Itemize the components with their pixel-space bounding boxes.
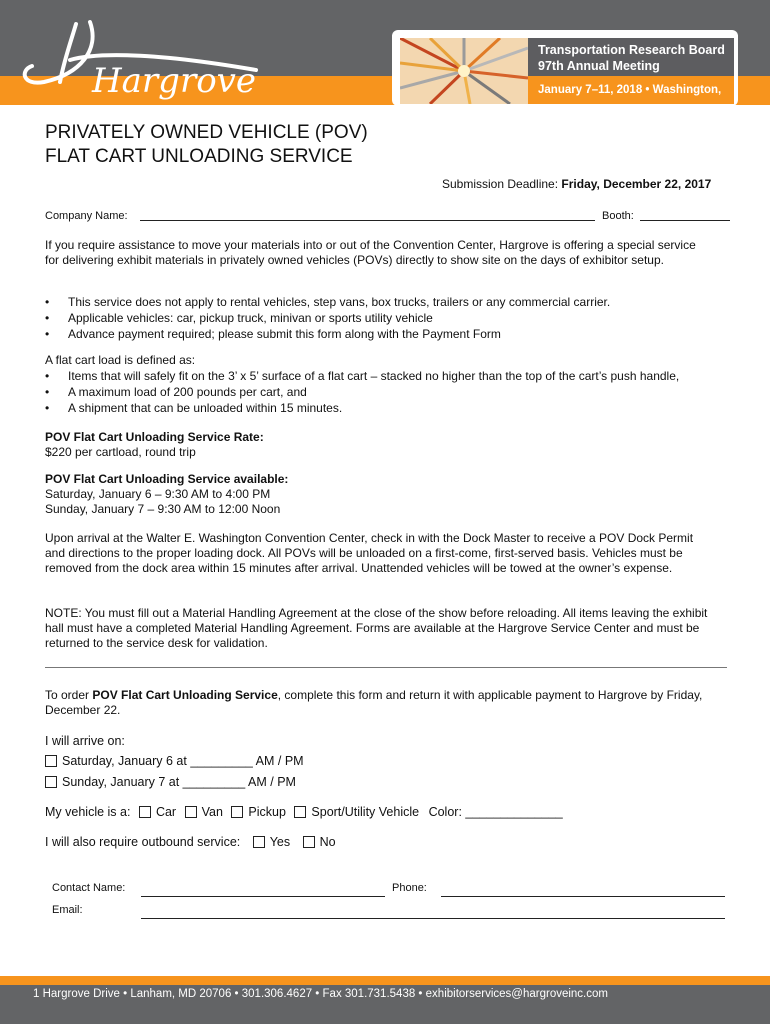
footer-contact-info: 1 Hargrove Drive • Lanham, MD 20706 • 301.306.4627 • Fax 301.731.5438 • exhibitorservices@hargroveinc.com: [33, 988, 608, 1000]
contact-name-label: Contact Name:: [52, 882, 126, 894]
company-name-field[interactable]: [140, 220, 595, 221]
deadline-value: Friday, December 22, 2017: [561, 177, 712, 191]
form-title-line1: PRIVATELY OWNED VEHICLE (POV): [45, 122, 368, 143]
arrive-option-sunday: Sunday, January 7 at _________ AM / PM: [45, 774, 296, 790]
list-item: • Advance payment required; please submit this form along with the Payment Form: [45, 327, 501, 341]
contact-name-field[interactable]: [141, 896, 385, 897]
submission-deadline: [442, 177, 711, 192]
pickup-checkbox[interactable]: [231, 806, 243, 818]
list-item: • Items that will safely fit on the 3’ x 5’ surface of a flat cart – stacked no higher than the top of the cart’s push handle,: [45, 369, 680, 383]
vehicle-row: My vehicle is a: Car Van Pickup Sport/Utility Vehicle Color: ______________: [45, 805, 563, 819]
arrive-label: I will arrive on:: [45, 734, 125, 748]
event-title-line2: 97th Annual Meeting: [538, 59, 660, 73]
event-title-line1: Transportation Research Board: [538, 43, 725, 57]
booth-label: Booth:: [602, 210, 634, 222]
list-item: • Applicable vehicles: car, pickup truck, minivan or sports utility vehicle: [45, 311, 433, 325]
load-definition-heading: A flat cart load is defined as:: [45, 353, 196, 367]
car-checkbox[interactable]: [139, 806, 151, 818]
company-name-label: Company Name:: [45, 210, 128, 222]
event-dates: January 7–11, 2018 • Washington, D.C.: [528, 76, 734, 104]
rate-value: $220 per cartload, round trip: [45, 445, 196, 459]
booth-field[interactable]: [640, 220, 730, 221]
rate-heading: POV Flat Cart Unloading Service Rate:: [45, 430, 264, 444]
note-paragraph: NOTE: You must fill out a Material Handling Agreement at the close of the show before reloading. All items leaving the exhibit hall must have a completed Material Handling Agreement. Forms are available at the Hargrove Service Center and must be returned to the service desk for validation.: [45, 606, 708, 650]
event-burst-image: [400, 38, 528, 104]
vehicle-color-field[interactable]: Color: ______________: [428, 805, 563, 819]
list-item: • A maximum load of 200 pounds per cart, and: [45, 385, 307, 399]
email-label: Email:: [52, 904, 83, 916]
van-checkbox[interactable]: [185, 806, 197, 818]
suv-checkbox[interactable]: [294, 806, 306, 818]
outbound-yes-checkbox[interactable]: [253, 836, 265, 848]
outbound-label: I will also require outbound service:: [45, 835, 241, 849]
hargrove-logo: [20, 10, 260, 102]
phone-field[interactable]: [441, 896, 725, 897]
logo-text: Hargrove: [92, 61, 256, 101]
intro-paragraph: If you require assistance to move your materials into or out of the Convention Center, Hargrove is offering a special service for delivering exhibit materials in privately owned vehicles (POVs) directly to show site on the days of exhibitor setup.: [45, 238, 696, 267]
service-rules-list: [45, 294, 610, 342]
phone-label: Phone:: [392, 882, 427, 894]
list-item: • This service does not apply to rental vehicles, step vans, box trucks, trailers or any commercial carrier.: [45, 295, 611, 309]
divider: [45, 667, 727, 668]
deadline-label: Submission Deadline:: [442, 177, 562, 191]
arrive-option-saturday: Saturday, January 6 at _________ AM / PM: [45, 753, 304, 769]
vehicle-label: My vehicle is a:: [45, 805, 131, 819]
availability-saturday: Saturday, January 6 – 9:30 AM to 4:00 PM: [45, 487, 271, 501]
event-title: [528, 38, 734, 76]
outbound-row: I will also require outbound service: Yes No: [45, 835, 336, 849]
load-definition-list: [45, 368, 679, 416]
list-item: • A shipment that can be unloaded within 15 minutes.: [45, 401, 343, 415]
availability-sunday: Sunday, January 7 – 9:30 AM to 12:00 Noon: [45, 502, 281, 516]
availability-heading: POV Flat Cart Unloading Service available:: [45, 472, 289, 486]
form-title-line2: FLAT CART UNLOADING SERVICE: [45, 146, 353, 167]
footer-accent-stripe: [0, 976, 770, 985]
email-field[interactable]: [141, 918, 725, 919]
arrival-paragraph: Upon arrival at the Walter E. Washington Convention Center, check in with the Dock Master to receive a POV Dock Permit and directions to the proper loading dock. All POVs will be unloaded on a first-come, first-served basis. Vehicles must be removed from the dock area within 15 minutes after arrival. Unattended vehicles will be towed at the owner’s expense.: [45, 531, 694, 575]
saturday-checkbox[interactable]: [45, 755, 57, 767]
order-instructions: To order POV Flat Cart Unloading Service, complete this form and return it with applicable payment to Hargrove by Friday, December 22.: [45, 688, 703, 717]
outbound-no-checkbox[interactable]: [303, 836, 315, 848]
sunday-checkbox[interactable]: [45, 776, 57, 788]
